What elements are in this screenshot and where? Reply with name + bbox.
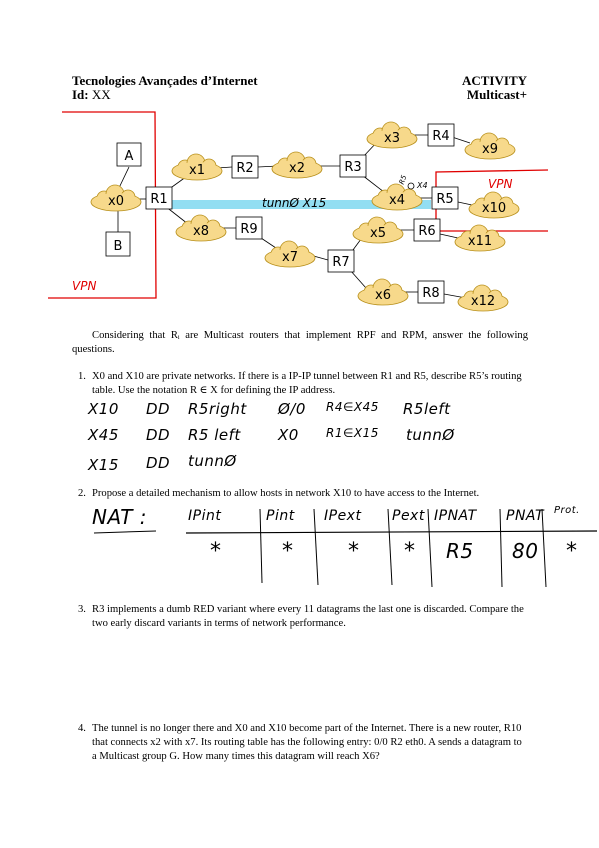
router-r2 (232, 156, 258, 178)
svg-text:R9: R9 (240, 222, 258, 237)
router-r1 (146, 187, 172, 209)
tunnel-label: tunnØ X15 (262, 196, 327, 210)
question-2-number: 2. (78, 488, 86, 499)
answer-1-cell: R5right (188, 400, 247, 418)
network-x3 (367, 122, 417, 148)
router-r3 (340, 155, 366, 177)
answer-1-cell: tunnØ (188, 452, 237, 470)
answer-1-cell: tunnØ (406, 426, 455, 444)
svg-text:R6: R6 (418, 224, 436, 239)
svg-text:x3: x3 (384, 131, 400, 146)
router-r4 (428, 124, 454, 146)
svg-text:x10: x10 (481, 201, 507, 216)
network-x5 (353, 217, 403, 243)
svg-text:R8: R8 (422, 286, 440, 301)
answer-1-cell: R5 left (188, 426, 241, 444)
answer-1-cell: X45 (88, 426, 119, 444)
network-x0 (91, 185, 141, 211)
svg-text:x8: x8 (193, 224, 209, 239)
answer-1-cell: X15 (88, 456, 119, 474)
nat-header-pext: Pext (392, 508, 425, 524)
activity-label: ACTIVITY (461, 73, 527, 88)
nat-header-pint: Pint (266, 508, 295, 524)
question-4-number: 4. (78, 723, 86, 734)
svg-text:x7: x7 (282, 250, 298, 265)
nat-header-ipint: IPint (188, 508, 222, 524)
nat-header-prot: Prot. (554, 505, 580, 516)
question-3-text: R3 implements a dumb RED variant where every 11 datagrams the last one is discarded. Compare the two early discard variants in terms of network performance. (92, 604, 524, 629)
answer-1-cell: DD (146, 400, 171, 418)
question-1 (78, 370, 528, 398)
question-3 (78, 603, 528, 631)
router-r6 (414, 219, 440, 241)
node-b (106, 232, 130, 256)
answer-1-cell: X0 (278, 426, 299, 444)
svg-text:x11: x11 (467, 234, 493, 249)
nat-cell: * (348, 539, 360, 564)
svg-text:x2: x2 (289, 161, 305, 176)
question-4 (78, 722, 528, 764)
router-r9 (236, 217, 262, 239)
svg-text:R2: R2 (236, 161, 254, 176)
id-line (72, 87, 111, 102)
svg-text:x12: x12 (470, 294, 496, 309)
answer-1-cell: DD (146, 426, 171, 444)
question-3-number: 3. (78, 604, 86, 615)
answer-2-nat-table (92, 503, 599, 598)
nat-label: NAT : (92, 505, 147, 529)
network-x8 (176, 215, 226, 241)
nat-cell: * (210, 539, 222, 564)
svg-text:x4: x4 (389, 193, 405, 208)
svg-text:R7: R7 (332, 255, 350, 270)
r5-iface-marker (408, 183, 414, 189)
svg-text:x1: x1 (189, 163, 205, 178)
nat-header-ipext: IPext (324, 508, 362, 524)
node-a (117, 143, 141, 166)
router-r8 (418, 281, 444, 303)
svg-text:B: B (113, 239, 123, 254)
svg-text:R4: R4 (432, 129, 450, 144)
question-1-text: X0 and X10 are private networks. If there is a IP-IP tunnel between R1 and R5, describe R5’s routing table. Use the notation R ∈ X for defining the IP address. (92, 371, 522, 396)
svg-text:R3: R3 (344, 160, 362, 175)
question-1-number: 1. (78, 371, 86, 382)
answer-1-cell: R4∈X45 (326, 400, 379, 414)
id-label: Id: (72, 87, 89, 102)
svg-text:x9: x9 (482, 142, 498, 157)
answer-1-cell: X10 (88, 400, 119, 418)
svg-text:x6: x6 (375, 288, 391, 303)
network-x11 (455, 225, 505, 251)
intro-paragraph: Considering that Rᵢ are Multicast routers that implement RPF and RPM, answer the following questions. (72, 330, 528, 355)
r5-iface-label: X4 (417, 181, 428, 190)
network-x6 (358, 279, 408, 305)
svg-text:A: A (124, 149, 134, 164)
vpn-right-label: VPN (488, 177, 513, 191)
network-x7 (265, 241, 315, 267)
id-value: XX (91, 87, 111, 102)
answer-1-cell: R5left (403, 400, 451, 418)
nat-cell: * (566, 539, 578, 564)
svg-text:R5: R5 (436, 192, 454, 207)
network-x2 (272, 152, 322, 178)
answer-1-routing-table (88, 400, 528, 480)
router-r5 (432, 187, 458, 209)
network-x1 (172, 154, 222, 180)
answer-1-cell: Ø/0 (278, 400, 306, 418)
nat-header-ipnat: IPNAT (434, 508, 477, 524)
nat-cell: * (282, 539, 294, 564)
answer-1-cell: DD (146, 454, 171, 472)
network-x4 (372, 184, 422, 210)
question-2-text: Propose a detailed mechanism to allow hosts in network X10 to have access to the Internet. (92, 488, 480, 499)
svg-text:x0: x0 (108, 194, 124, 209)
r5-iface-top: R5 (397, 174, 409, 186)
course-title: Tecnologies Avançades d’Internet (72, 73, 258, 88)
vpn-left-label: VPN (72, 279, 97, 293)
svg-text:x5: x5 (370, 226, 386, 241)
nat-cell: R5 (446, 539, 474, 563)
question-4-text: The tunnel is no longer there and X0 and X10 become part of the Internet. There is a new router, R10 that connects x2 with x7. Its routing table has the following entry: 0/0 R2 eth0. A sends a datagram to a Multicast group G. How many times this datagram will reach X6? (92, 723, 522, 762)
answer-1-cell: R1∈X15 (326, 426, 379, 440)
network-diagram (0, 110, 599, 315)
nat-cell: 80 (512, 539, 539, 563)
network-x9 (465, 133, 515, 159)
network-x12 (458, 285, 508, 311)
topic-label: Multicast+ (466, 87, 527, 102)
svg-text:R1: R1 (150, 192, 168, 207)
nat-cell: * (404, 539, 416, 564)
nat-header-pnat: PNAT (506, 508, 545, 524)
question-2 (78, 487, 528, 501)
network-x10 (469, 192, 519, 218)
router-r7 (328, 250, 354, 272)
